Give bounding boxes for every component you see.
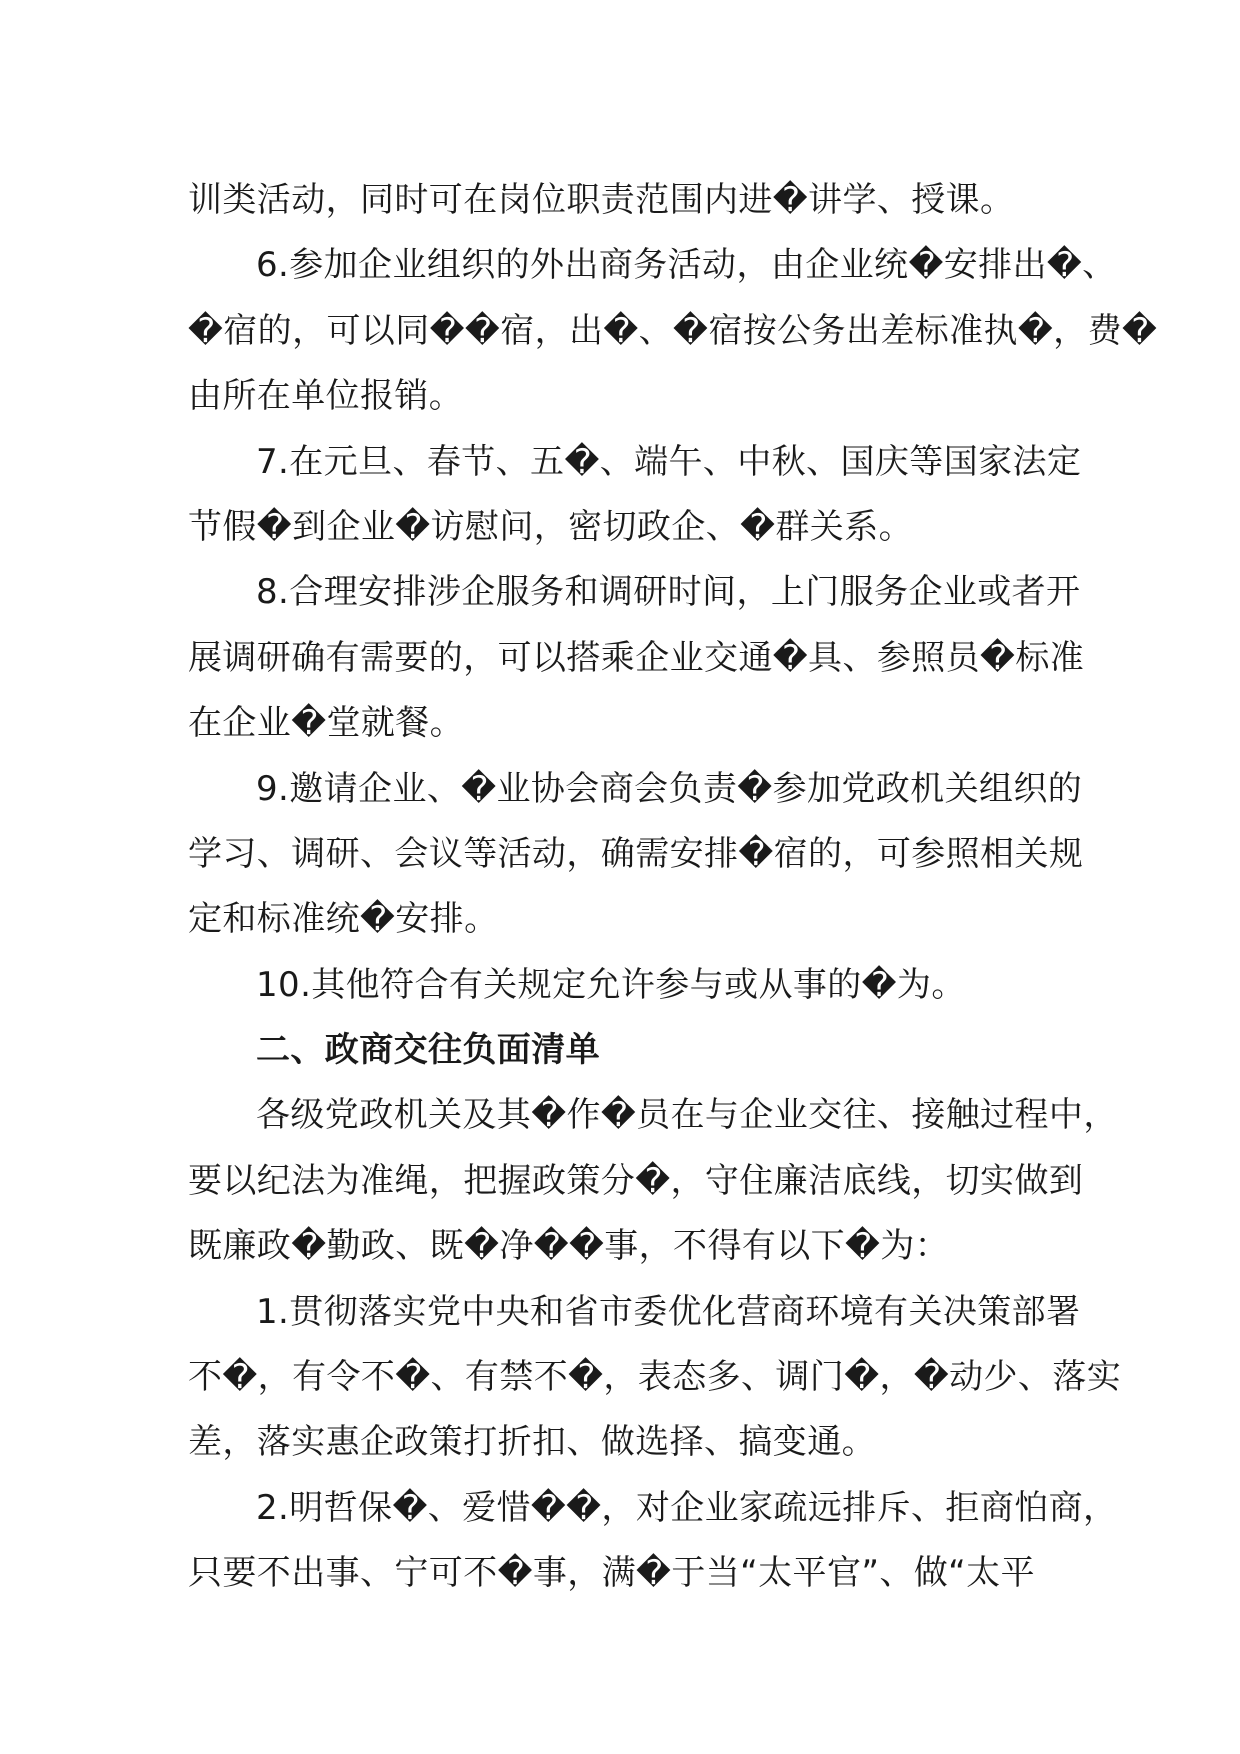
text-line: 各级党政机关及其�作�员在与企业交往、接触过程中， [256,1095,1118,1136]
text-line: 10.其他符合有关规定允许参与或从事的�为。 [256,964,966,1005]
text-line: �宿的，可以同��宿，出�、�宿按公务出差标准执�，费� [188,310,1158,351]
text-line: 不�，有令不�、有禁不�，表态多、调门�，�动少、落实 [188,1357,1122,1398]
section-heading: 二、政商交往负面清单 [256,1030,600,1071]
text-line: 8.合理安排涉企服务和调研时间，上门服务企业或者开 [256,572,1081,613]
text-line: 训类活动，同时可在岗位职责范围内进�讲学、授课。 [188,180,1015,220]
text-line: 7.在元旦、春节、五�、端午、中秋、国庆等国家法定 [256,441,1082,482]
text-line: 差，落实惠企政策打折扣、做选择、搞变通。 [188,1422,876,1463]
text-line: 学习、调研、会议等活动，确需安排�宿的，可参照相关规 [188,833,1084,874]
text-line: 节假�到企业�访慰问，密切政企、�群关系。 [188,506,913,547]
body-text [188,168,1158,1607]
text-line: 9.邀请企业、�业协会商会负责�参加党政机关组织的 [256,768,1083,809]
text-line: 6.参加企业组织的外出商务活动，由企业统�安排出�、 [256,245,1117,286]
text-line: 只要不出事、宁可不�事，满�于当“太平官”、做“太平 [188,1553,1035,1594]
text-line: 展调研确有需要的，可以搭乘企业交通�具、参照员�标准 [188,637,1085,678]
text-line: 在企业�堂就餐。 [188,703,465,744]
text-line: 要以纪法为准绳，把握政策分�，守住廉洁底线，切实做到 [188,1160,1084,1201]
text-line: 由所在单位报销。 [188,376,464,417]
text-line: 1.贯彻落实党中央和省市委优化营商环境有关决策部署 [256,1291,1081,1332]
text-line: 既廉政�勤政、既�净��事，不得有以下�为： [188,1226,950,1267]
text-line: 2.明哲保�、爱惜��，对企业家疏远排斥、拒商怕商， [256,1487,1118,1528]
text-line: 定和标准统�安排。 [188,899,499,940]
